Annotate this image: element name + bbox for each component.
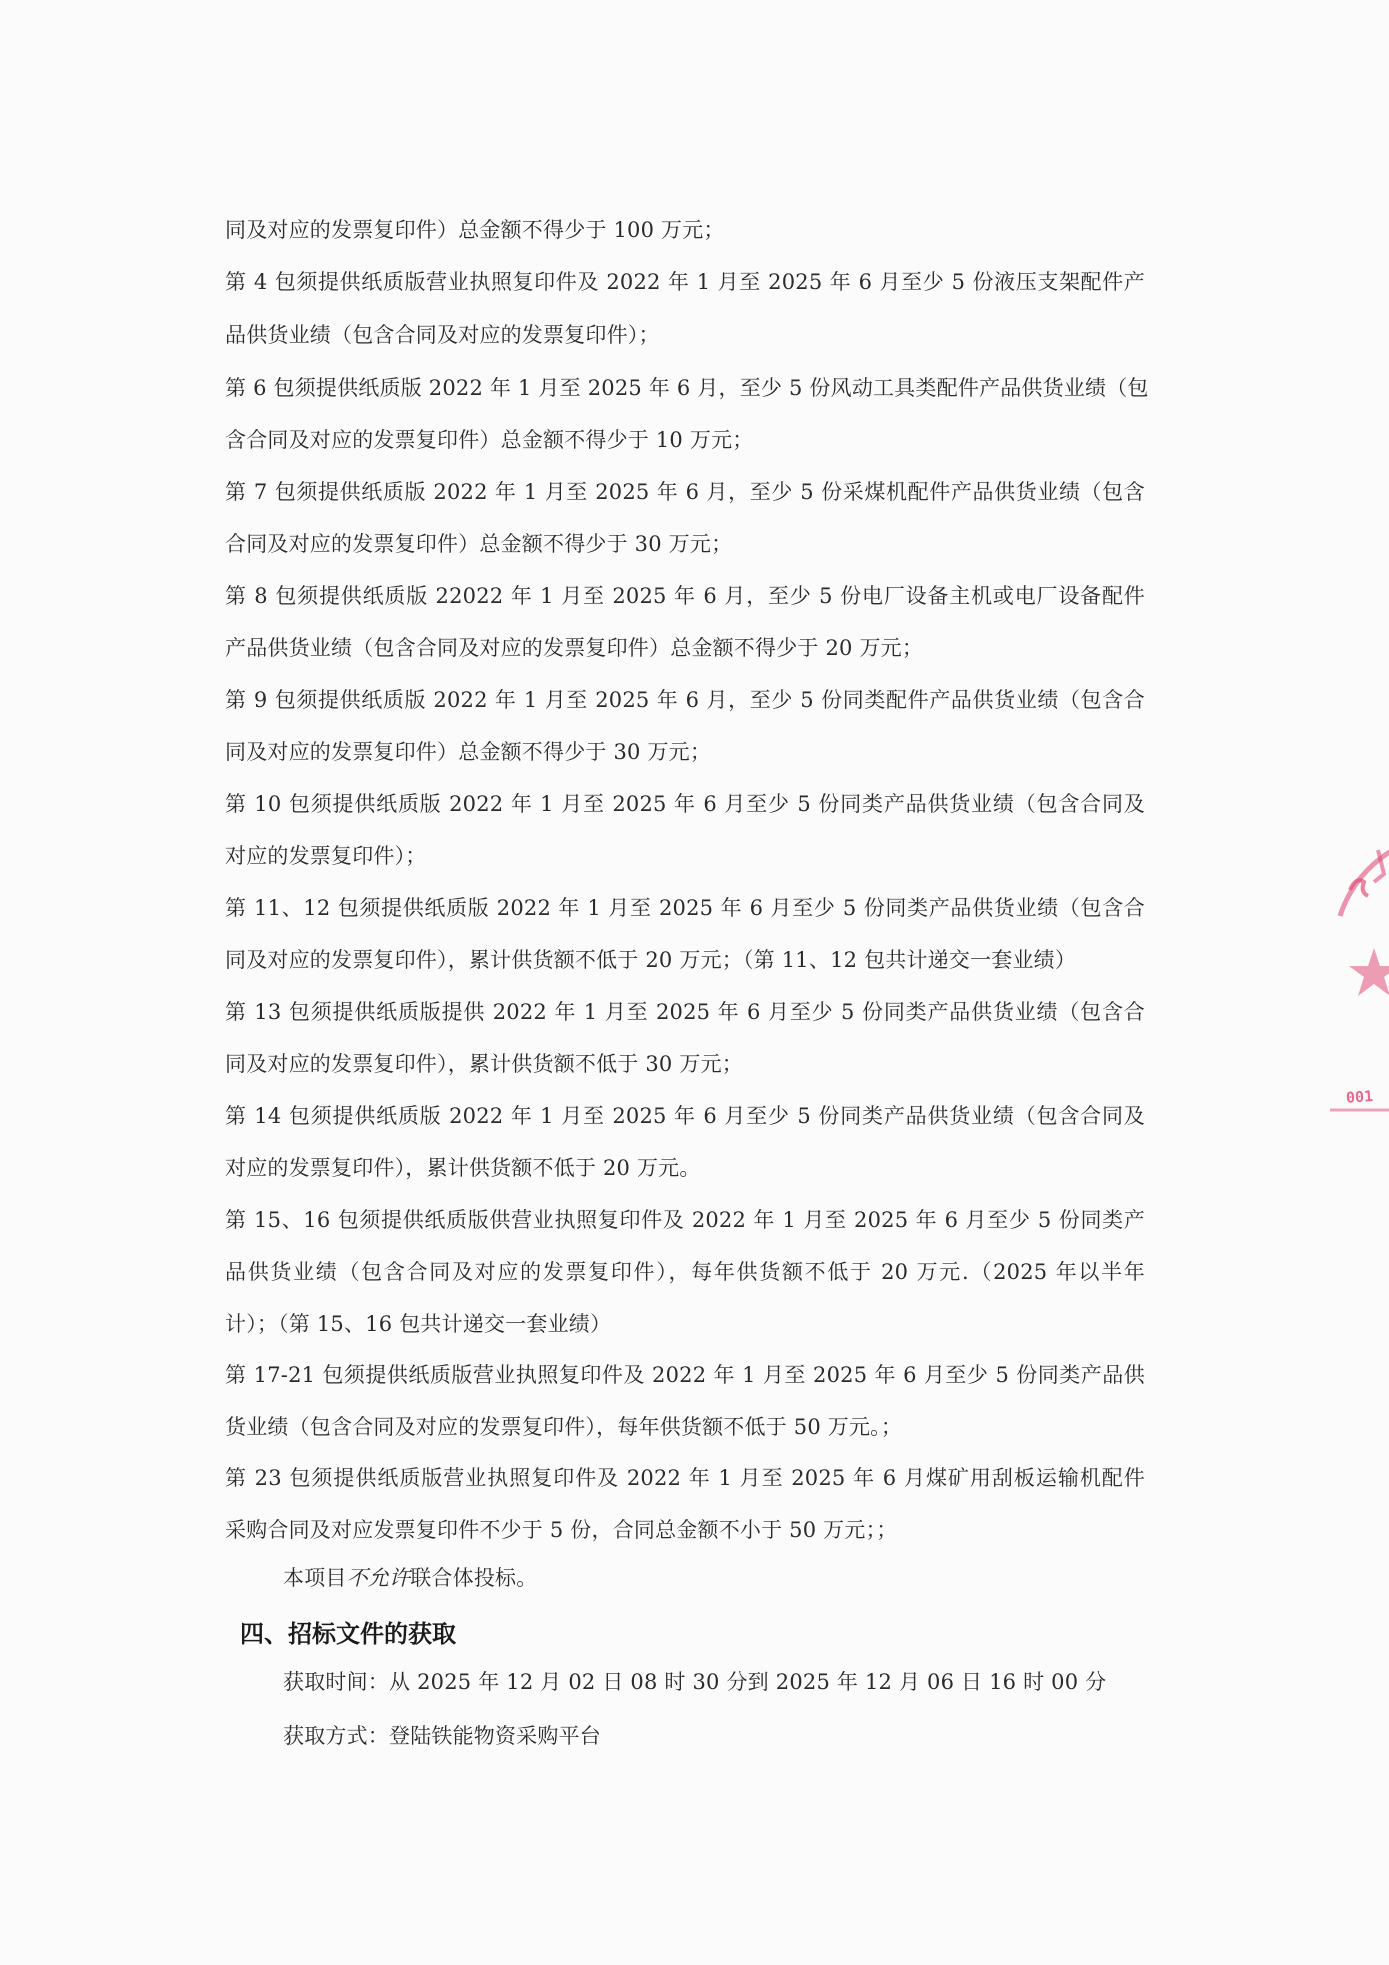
text-line: 第 8 包须提供纸质版 22022 年 1 月至 2025 年 6 月，至少 5 份电厂设备主机或电厂设备配件: [225, 584, 1145, 608]
text-line: 对应的发票复印件），累计供货额不低于 20 万元。: [225, 1156, 701, 1180]
text-line: 含合同及对应的发票复印件）总金额不得少于 10 万元；: [225, 428, 754, 452]
text-line: 合同及对应的发票复印件）总金额不得少于 30 万元；: [225, 532, 733, 556]
text-line: 货业绩（包含合同及对应的发票复印件），每年供货额不低于 50 万元。；: [225, 1415, 903, 1439]
section-heading: 四、招标文件的获取: [240, 1620, 456, 1648]
red-seal-stamp: [1330, 820, 1389, 1120]
text-line: 第 23 包须提供纸质版营业执照复印件及 2022 年 1 月至 2025 年 6 月煤矿用刮板运输机配件: [225, 1466, 1145, 1490]
consortium-note-before: 本项目: [283, 1566, 347, 1590]
text-line: 同及对应的发票复印件），累计供货额不低于 30 万元；: [225, 1052, 743, 1076]
text-line: 同及对应的发票复印件）总金额不得少于 30 万元；: [225, 740, 712, 764]
stamp-serial: 001: [1345, 1087, 1374, 1107]
text-line: 第 6 包须提供纸质版 2022 年 1 月至 2025 年 6 月，至少 5 份风动工具类配件产品供货业绩（包: [225, 376, 1149, 400]
text-line: 同及对应的发票复印件）总金额不得少于 100 万元；: [225, 218, 725, 242]
acquisition-method: 获取方式：登陆铁能物资采购平台: [283, 1724, 601, 1748]
text-line: 同及对应的发票复印件），累计供货额不低于 20 万元；（第 11、12 包共计递交一套业绩）: [225, 948, 1077, 972]
text-line: 第 10 包须提供纸质版 2022 年 1 月至 2025 年 6 月至少 5 份同类产品供货业绩（包含合同及: [225, 792, 1145, 816]
acquisition-time: 获取时间：从 2025 年 12 月 02 日 08 时 30 分到 2025 年 12 月 06 日 16 时 00 分: [283, 1670, 1107, 1694]
text-line: 对应的发票复印件）；: [225, 844, 427, 868]
text-line: 品供货业绩（包含合同及对应的发票复印件）；: [225, 323, 660, 347]
consortium-note-after: 联合体投标。: [410, 1566, 538, 1590]
text-line: 第 17-21 包须提供纸质版营业执照复印件及 2022 年 1 月至 2025 年 6 月至少 5 份同类产品供: [225, 1363, 1145, 1387]
text-line: 第 7 包须提供纸质版 2022 年 1 月至 2025 年 6 月，至少 5 份采煤机配件产品供货业绩（包含: [225, 480, 1145, 504]
text-line: 计）；（第 15、16 包共计递交一套业绩）: [225, 1312, 612, 1336]
consortium-note-emphasis: 不允许: [346, 1566, 411, 1590]
text-line: 第 14 包须提供纸质版 2022 年 1 月至 2025 年 6 月至少 5 份同类产品供货业绩（包含合同及: [225, 1104, 1145, 1128]
text-line: 采购合同及对应发票复印件不少于 5 份，合同总金额不小于 50 万元；；: [225, 1518, 898, 1542]
text-line: 第 11、12 包须提供纸质版 2022 年 1 月至 2025 年 6 月至少 5 份同类产品供货业绩（包含合: [225, 896, 1145, 920]
text-line: 第 15、16 包须提供纸质版供营业执照复印件及 2022 年 1 月至 2025 年 6 月至少 5 份同类产: [225, 1208, 1145, 1232]
consortium-note: [283, 1563, 537, 1593]
text-line: 品供货业绩（包含合同及对应的发票复印件），每年供货额不低于 20 万元.（2025 年以半年: [225, 1260, 1145, 1284]
text-line: 第 13 包须提供纸质版提供 2022 年 1 月至 2025 年 6 月至少 5 份同类产品供货业绩（包含合: [225, 1000, 1145, 1024]
text-line: 第 4 包须提供纸质版营业执照复印件及 2022 年 1 月至 2025 年 6 月至少 5 份液压支架配件产: [225, 270, 1145, 294]
text-line: 第 9 包须提供纸质版 2022 年 1 月至 2025 年 6 月，至少 5 份同类配件产品供货业绩（包含合: [225, 688, 1145, 712]
text-line: 产品供货业绩（包含合同及对应的发票复印件）总金额不得少于 20 万元；: [225, 636, 924, 660]
